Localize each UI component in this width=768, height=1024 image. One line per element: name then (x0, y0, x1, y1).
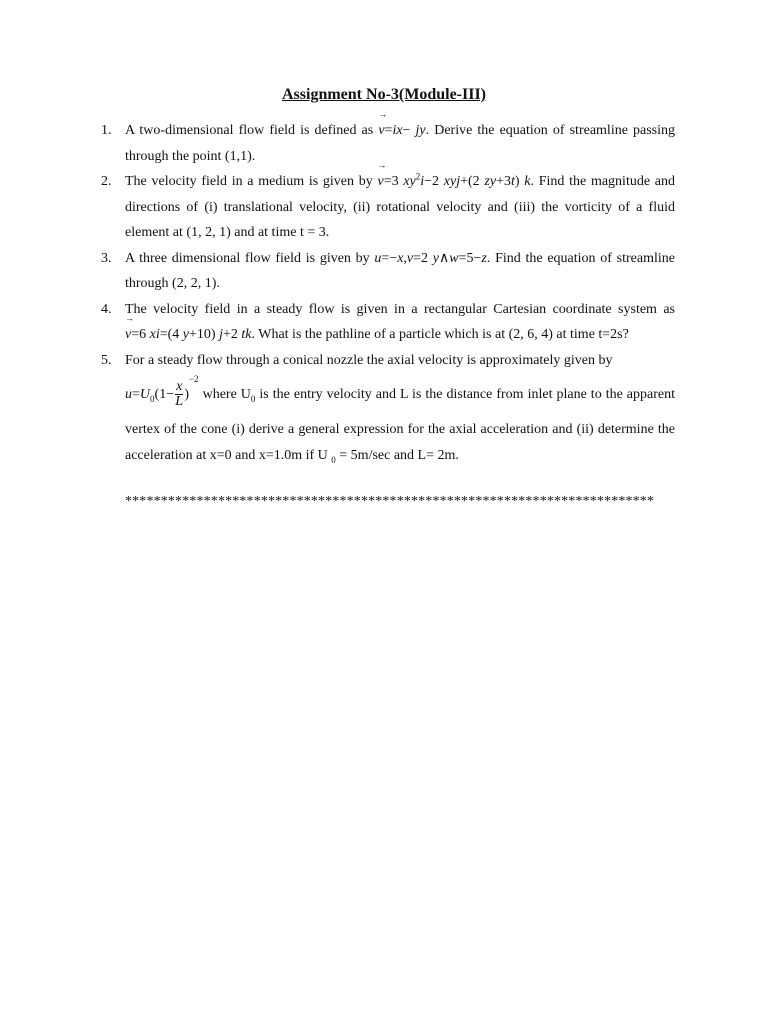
question-number: 1. (101, 123, 112, 138)
subscript: 0 (331, 454, 336, 465)
equation: → v=ix− jy (378, 123, 425, 138)
separator-line: ************************************************************************** (125, 494, 655, 509)
question-1 (101, 118, 675, 169)
equation: u=−x,v=2 y∧w=5−z (374, 250, 487, 266)
question-5 (101, 348, 675, 469)
question-number: 3. (101, 250, 112, 266)
equation: → v=6 xi=(4 y+10) j+2 tk (125, 327, 251, 342)
question-3 (101, 246, 675, 297)
question-text: A three dimensional flow field is given by (125, 250, 375, 266)
subscript: 0 (250, 393, 256, 404)
question-list (101, 118, 675, 468)
question-text: The velocity field in a medium is given by (125, 174, 378, 189)
question-text: The velocity field in a steady flow is given in a rectangular Cartesian coordinate system as (125, 301, 675, 317)
question-number: 5. (101, 352, 112, 368)
question-4 (101, 297, 675, 348)
equation-line (125, 373, 675, 468)
question-text: . Find the magnitude and directions of (i) translational velocity, (ii) rotational velocity and (iii) the vorticity of a fluid element at (1, 2, 1) and at time t = 3. (125, 174, 675, 240)
question-text: . What is the pathline of a particle which is at (2, 6, 4) at time t=2s? (251, 327, 629, 342)
question-text: A two-dimensional flow field is defined as (125, 123, 379, 138)
equation: → v=3 $xy^2i-2$ xyj+(2 zy+3t) k (377, 174, 530, 189)
question-text: . Derive the equation of streamline passing through the point (1,1). (125, 123, 676, 164)
question-text: For a steady flow through a conical nozzle the axial velocity is approximately given by (125, 352, 613, 368)
equation: $u=U_0(1-$ $\frac{x}{L}$ )$^{-2}$ (125, 374, 199, 410)
question-text: . Find the equation of streamline through (2, 2, 1). (125, 250, 675, 291)
question-2 (101, 169, 675, 246)
question-number: 4. (101, 301, 112, 317)
question-text: where U (202, 387, 251, 402)
question-text: is the entry velocity and L is the distance from inlet plane to the apparent vertex of the cone (i) derive a general expression for the axial acceleration and (ii) determine the acceleration at x=0 and x=1.0m if U (125, 387, 676, 463)
question-number: 2. (101, 174, 112, 189)
question-text: = 5m/sec and L= 2m. (335, 447, 459, 463)
page-title: Assignment No-3(Module-III) (282, 86, 486, 103)
